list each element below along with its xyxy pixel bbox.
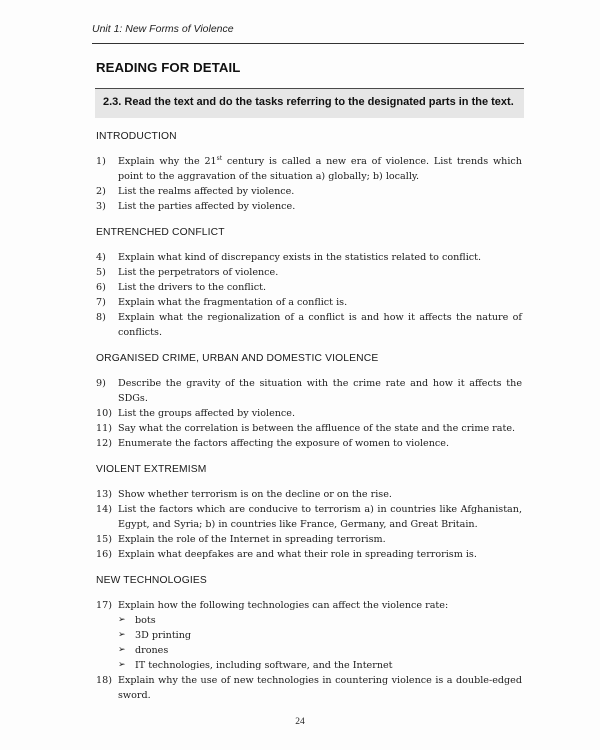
item-text: Explain what the fragmentation of a conflict is. <box>118 297 348 308</box>
bullet-item: ➢ bots <box>118 615 156 626</box>
item-number: 9) <box>96 378 106 389</box>
item-number: 12) <box>96 438 112 449</box>
header-divider <box>92 43 524 44</box>
list-item <box>96 310 522 340</box>
section-new-technologies <box>96 574 522 703</box>
task-instruction-box <box>95 88 524 118</box>
list-item <box>96 250 522 265</box>
item-number: 4) <box>96 252 106 263</box>
technology-bullet-list <box>96 613 522 673</box>
bullet-item: ➢ drones <box>118 645 169 656</box>
list-item <box>96 280 522 295</box>
item-number: 11) <box>96 423 112 434</box>
page-number: 24 <box>295 717 305 727</box>
bullet-item: ➢ IT technologies, including software, and the Internet <box>118 660 393 671</box>
list-item <box>96 532 522 547</box>
list-item <box>96 673 522 703</box>
list-item <box>96 154 522 184</box>
task-instruction: 2.3. Read the text and do the tasks referring to the designated parts in the text. <box>103 96 514 108</box>
section-heading: VIOLENT EXTREMISM <box>96 464 207 475</box>
item-number: 3) <box>96 201 106 212</box>
list-item <box>96 502 522 532</box>
item-number: 13) <box>96 489 112 500</box>
item-text: List the factors which are conducive to terrorism a) in countries like Afghanistan, Egypt, and Syria; b) in countries like France, Germany, and Great Britain. <box>118 504 522 530</box>
item-text: List the realms affected by violence. <box>118 186 295 197</box>
list-item <box>96 598 522 613</box>
list-item <box>96 547 522 562</box>
arrowhead-right-icon: ➢ <box>118 630 126 640</box>
list-item <box>96 295 522 310</box>
item-text: List the parties affected by violence. <box>118 201 296 212</box>
item-number: 7) <box>96 297 106 308</box>
ordinal-suffix: st <box>216 155 223 162</box>
item-number: 16) <box>96 549 112 560</box>
item-number: 6) <box>96 282 106 293</box>
item-text: Explain why the use of new technologies in countering violence is a double-edged sword. <box>118 675 522 701</box>
item-text: Enumerate the factors affecting the exposure of women to violence. <box>118 438 450 449</box>
item-number: 15) <box>96 534 112 545</box>
item-text: Show whether terrorism is on the decline or on the rise. <box>118 489 392 500</box>
arrowhead-right-icon: ➢ <box>118 615 126 625</box>
item-text: Explain the role of the Internet in spreading terrorism. <box>118 534 386 545</box>
list-item <box>96 421 522 436</box>
bullet-item: ➢ 3D printing <box>118 630 192 641</box>
list-item <box>96 265 522 280</box>
item-number: 8) <box>96 312 106 323</box>
running-header: Unit 1: New Forms of Violence <box>92 23 234 35</box>
list-item <box>96 184 522 199</box>
section-heading: ENTRENCHED CONFLICT <box>96 227 225 238</box>
list-item <box>96 376 522 406</box>
section-entrenched-conflict <box>96 226 522 340</box>
list-item <box>96 406 522 421</box>
arrowhead-right-icon: ➢ <box>118 660 126 670</box>
list-item <box>96 487 522 502</box>
section-introduction <box>96 130 522 214</box>
list-item <box>96 436 522 451</box>
section-heading: NEW TECHNOLOGIES <box>96 575 207 586</box>
item-text: Say what the correlation is between the affluence of the state and the crime rate. <box>118 423 516 434</box>
item-text: List the perpetrators of violence. <box>118 267 279 278</box>
section-heading: ORGANISED CRIME, URBAN AND DOMESTIC VIOLENCE <box>96 353 379 364</box>
item-text: List the groups affected by violence. <box>118 408 296 419</box>
item-number: 14) <box>96 504 112 515</box>
item-text: Explain how the following technologies can affect the violence rate: <box>118 600 449 611</box>
task-list <box>96 130 522 715</box>
item-text: Explain what the regionalization of a conflict is and how it affects the nature of conflicts. <box>118 312 522 338</box>
item-number: 18) <box>96 675 112 686</box>
section-violent-extremism <box>96 463 522 562</box>
section-organised-crime <box>96 352 522 451</box>
arrowhead-right-icon: ➢ <box>118 645 126 655</box>
item-text: List the drivers to the conflict. <box>118 282 266 293</box>
item-text: Explain what deepfakes are and what their role in spreading terrorism is. <box>118 549 477 560</box>
item-text: Explain why the 21st century is called a new era of violence. List trends which point to the aggravation of the situation a) globally; b) locally. <box>118 155 522 182</box>
item-text: Describe the gravity of the situation with the crime rate and how it affects the SDGs. <box>118 378 522 404</box>
item-number: 17) <box>96 600 112 611</box>
page-title: READING FOR DETAIL <box>96 60 241 75</box>
item-number: 10) <box>96 408 112 419</box>
section-heading: INTRODUCTION <box>96 131 177 142</box>
item-number: 1) <box>96 156 106 167</box>
item-text: Explain what kind of discrepancy exists in the statistics related to conflict. <box>118 252 482 263</box>
item-number: 2) <box>96 186 106 197</box>
item-number: 5) <box>96 267 106 278</box>
list-item <box>96 199 522 214</box>
